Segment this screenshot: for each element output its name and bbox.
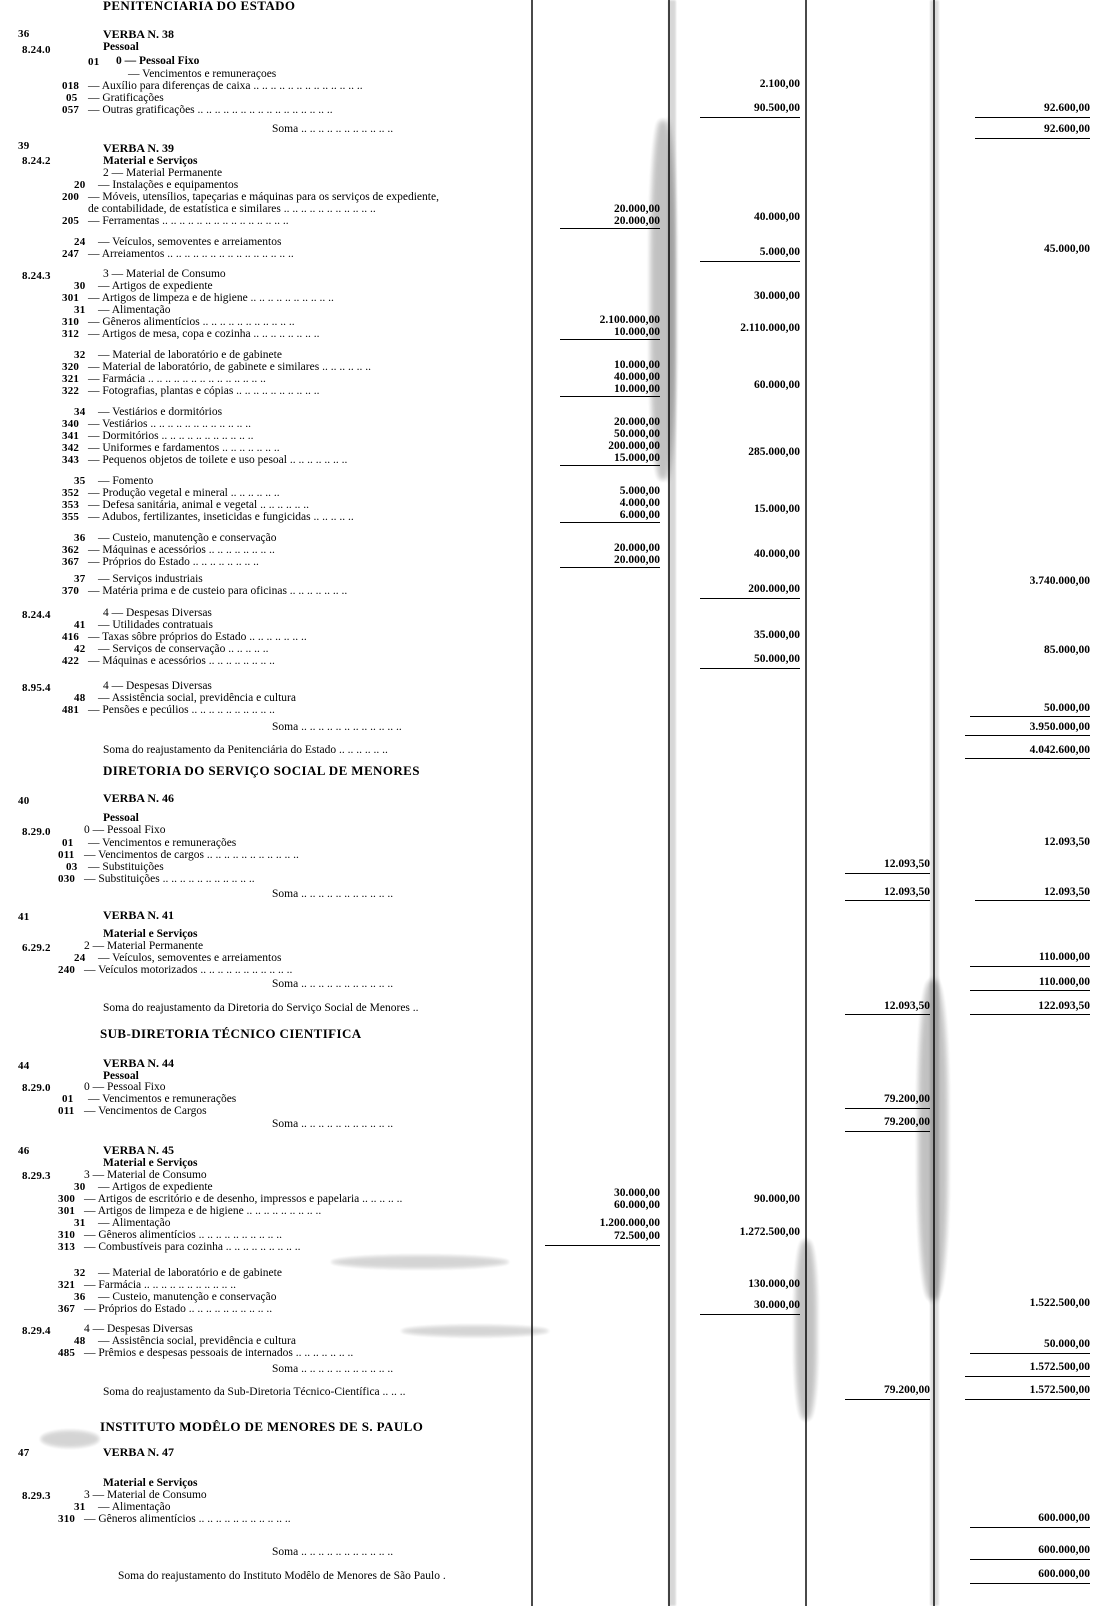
line-pessoal-fixo-3: 0 — Pessoal Fixo <box>84 1081 166 1093</box>
item-code-370: 370 <box>62 585 80 597</box>
line-material-consumo-1: 3 — Material de Consumo <box>103 268 226 280</box>
line-materia-prima: — Matéria prima e de custeio para oficinas .. .. .. .. .. .. .. <box>88 585 348 597</box>
total-rule-13 <box>970 716 1090 717</box>
item-code-322: 322 <box>62 385 80 397</box>
soma-label-7: Soma .. .. .. .. .. .. .. .. .. .. .. <box>272 1546 394 1558</box>
value-col4-1572500a: 1.572.500,00 <box>1029 1361 1090 1373</box>
verba-code-44: 44 <box>18 1060 30 1072</box>
verba-title-46: VERBA N. 46 <box>103 791 175 805</box>
soma-label-2: Soma .. .. .. .. .. .. .. .. .. .. .. .. <box>272 721 402 733</box>
item-code-36b: 36 <box>74 1291 86 1303</box>
line-mesa-copa: — Artigos de mesa, copa e cozinha .. .. .. .. .. .. .. .. <box>88 328 320 340</box>
section-title-3: SUB-DIRETORIA TÉCNICO CIENTIFICA <box>100 1026 362 1041</box>
value-col4-110000a: 110.000,00 <box>1038 951 1090 963</box>
item-code-240: 240 <box>58 964 76 976</box>
total-rule-21 <box>845 1014 930 1015</box>
value-col2-90500: 90.500,00 <box>754 102 800 114</box>
item-code-34: 34 <box>74 406 86 418</box>
scan-grain-1 <box>40 1430 100 1448</box>
total-rule-23 <box>845 1108 930 1109</box>
line-premios: — Prêmios e despesas pessoais de internados .. .. .. .. .. .. .. <box>84 1347 354 1359</box>
item-code-310c: 310 <box>58 1513 76 1525</box>
value-col1-72500: 72.500,00 <box>614 1230 660 1242</box>
verba-title-47: VERBA N. 47 <box>103 1445 175 1459</box>
item-code-48b: 48 <box>74 1335 86 1347</box>
account-code-8290b: 8.29.0 <box>22 1082 51 1094</box>
line-material-permanente-2: 2 — Material Permanente <box>84 940 204 952</box>
account-code-8293a: 8.29.3 <box>22 1170 51 1182</box>
line-vestiarios: — Vestiários .. .. .. .. .. .. .. .. .. .. .. .. <box>88 418 252 430</box>
item-code-30b: 30 <box>74 1181 86 1193</box>
account-code-8954: 8.95.4 <box>22 682 51 694</box>
scan-grain-2 <box>330 1255 510 1269</box>
item-code-30: 30 <box>74 280 86 292</box>
value-col3-79200b: 79.200,00 <box>884 1116 930 1128</box>
verba-code-36: 36 <box>18 28 30 40</box>
total-rule-25 <box>545 1245 660 1246</box>
total-rule-29 <box>845 1399 930 1400</box>
value-col4-1522500: 1.522.500,00 <box>1029 1297 1090 1309</box>
item-code-011a: 011 <box>58 849 75 861</box>
line-defesa-sanitaria: — Defesa sanitária, animal e vegetal .. .. .. .. .. .. <box>88 499 309 511</box>
item-code-301: 301 <box>62 292 80 304</box>
line-producao-vegetal: — Produção vegetal e mineral .. .. .. .. .. .. <box>88 487 280 499</box>
verba-title-41: VERBA N. 41 <box>103 908 175 922</box>
item-code-313: 313 <box>58 1241 76 1253</box>
line-custeio-1: — Custeio, manutenção e conservação <box>98 532 277 544</box>
total-rule-7 <box>560 396 660 397</box>
line-material-servicos-2: Material e Serviços <box>103 928 198 940</box>
value-col3-1209350c: 12.093,50 <box>884 1000 930 1012</box>
line-ferramentas: — Ferramentas .. .. .. .. .. .. .. .. .. .. .. .. .. .. .. <box>88 215 289 227</box>
item-code-01b: 01 <box>62 837 74 849</box>
item-code-48a: 48 <box>74 692 86 704</box>
line-dormitorios: — Dormitórios .. .. .. .. .. .. .. .. .. .. .. <box>88 430 254 442</box>
total-rule-20 <box>970 990 1090 991</box>
item-code-01: 01 <box>88 56 100 68</box>
item-code-03: 03 <box>66 861 78 873</box>
value-col1-20000b: 20.000,00 <box>614 215 660 227</box>
item-code-32: 32 <box>74 349 86 361</box>
item-code-367b: 367 <box>58 1303 76 1315</box>
value-col1-60000: 60.000,00 <box>614 1199 660 1211</box>
item-code-321a: 321 <box>62 373 80 385</box>
value-col4-1209350b: 12.093,50 <box>1044 886 1090 898</box>
item-code-057: 057 <box>62 104 80 116</box>
total-rule-3 <box>975 138 1090 139</box>
item-code-20: 20 <box>74 179 86 191</box>
item-code-481: 481 <box>62 704 80 716</box>
value-col1-10000c: 10.000,00 <box>614 383 660 395</box>
value-col2-5000: 5.000,00 <box>759 246 800 258</box>
value-col2-50000: 50.000,00 <box>754 653 800 665</box>
line-gratificacoes: — Gratificações <box>88 92 164 104</box>
item-code-416: 416 <box>62 631 80 643</box>
line-despesas-diversas-2: 4 — Despesas Diversas <box>103 680 212 692</box>
total-rule-17 <box>845 900 930 901</box>
line-moveis: — Móveis, utensílios, tapeçarias e máquinas para os serviços de expediente, <box>88 191 439 203</box>
scan-grain-3 <box>400 1325 550 1337</box>
line-lab-gabinete-1: — Material de laboratório e de gabinete <box>98 349 282 361</box>
value-col4-92600: 92.600,00 <box>1044 102 1090 114</box>
total-rule-28 <box>965 1376 1090 1377</box>
value-col3-1209350b: 12.093,50 <box>884 886 930 898</box>
line-vestiarios-dorm: — Vestiários e dormitórios <box>98 406 223 418</box>
line-vencimentos: — Vencimentos e remuneraçoes <box>128 68 277 80</box>
soma-label-4: Soma .. .. .. .. .. .. .. .. .. .. .. <box>272 978 394 990</box>
value-col4-110000b: 110.000,00 <box>1038 976 1090 988</box>
line-arreiamentos: — Arreiamentos .. .. .. .. .. .. .. .. .. .. .. .. .. .. .. <box>88 248 294 260</box>
soma-label-3: Soma .. .. .. .. .. .. .. .. .. .. .. <box>272 888 394 900</box>
line-moveis-2: de contabilidade, de estatística e similares .. .. .. .. .. .. .. .. .. .. .. <box>88 203 376 215</box>
verba-title-44: VERBA N. 44 <box>103 1056 175 1070</box>
line-taxas: — Taxas sôbre próprios do Estado .. .. .. .. .. .. .. <box>88 631 307 643</box>
account-code-8294: 8.29.4 <box>22 1325 51 1337</box>
value-col1-20000e: 20.000,00 <box>614 554 660 566</box>
value-col4-122093: 122.093,50 <box>1038 1000 1090 1012</box>
value-col1-2100000: 2.100.000,00 <box>599 314 660 326</box>
line-venc-cargos-2: — Vencimentos de Cargos <box>84 1105 207 1117</box>
value-col4-600000a: 600.000,00 <box>1038 1512 1090 1524</box>
line-farmacia-2: — Farmácia .. .. .. .. .. .. .. .. .. .. .. <box>84 1279 237 1291</box>
item-code-247: 247 <box>62 248 80 260</box>
verba-title-38: VERBA N. 38 <box>103 27 175 41</box>
section-title-4: INSTITUTO MODÊLO DE MENORES DE S. PAULO <box>100 1419 424 1434</box>
value-col3-79200c: 79.200,00 <box>884 1384 930 1396</box>
value-col1-1200000: 1.200.000,00 <box>599 1217 660 1229</box>
value-col1-20000c: 20.000,00 <box>614 416 660 428</box>
line-servicos-conservacao: — Serviços de conservação .. .. .. .. .. <box>98 643 269 655</box>
item-code-300: 300 <box>58 1193 76 1205</box>
soma-label-1: Soma .. .. .. .. .. .. .. .. .. .. .. <box>272 123 394 135</box>
item-code-312: 312 <box>62 328 80 340</box>
line-vencimentos-3: — Vencimentos e remunerações <box>88 1093 237 1105</box>
line-material-permanente-1: 2 — Material Permanente <box>103 167 223 179</box>
soma-reajustamento-3: Soma do reajustamento da Sub-Diretoria Técnico-Científica .. .. .. <box>103 1386 406 1398</box>
value-col2-2100: 2.100,00 <box>759 78 800 90</box>
total-rule-1 <box>700 117 800 118</box>
line-servicos-industriais: — Serviços industriais <box>98 573 203 585</box>
item-code-24b: 24 <box>74 952 86 964</box>
total-rule-27 <box>970 1353 1090 1354</box>
total-rule-15 <box>965 758 1090 759</box>
total-rule-30 <box>965 1399 1090 1400</box>
line-material-servicos-3: Material e Serviços <box>103 1157 198 1169</box>
item-code-205: 205 <box>62 215 80 227</box>
value-col1-50000: 50.000,00 <box>614 428 660 440</box>
item-code-320: 320 <box>62 361 80 373</box>
value-col3-79200a: 79.200,00 <box>884 1093 930 1105</box>
item-code-030: 030 <box>58 873 76 885</box>
line-lab-gabinete-2: — Material de laboratório e de gabinete <box>98 1267 282 1279</box>
soma-label-6: Soma .. .. .. .. .. .. .. .. .. .. .. <box>272 1363 394 1375</box>
item-code-32b: 32 <box>74 1267 86 1279</box>
total-rule-14 <box>965 735 1090 736</box>
verba-code-41: 41 <box>18 911 30 923</box>
total-rule-10 <box>560 567 660 568</box>
account-code-8240: 8.24.0 <box>22 44 51 56</box>
line-limpeza-higiene-1: — Artigos de limpeza e de higiene .. .. .. .. .. .. .. .. .. .. <box>88 292 334 304</box>
item-code-321b: 321 <box>58 1279 76 1291</box>
value-col1-6000: 6.000,00 <box>619 509 660 521</box>
line-generos-1: — Gêneros alimentícios .. .. .. .. .. .. .. .. .. .. .. <box>88 316 295 328</box>
item-code-310: 310 <box>62 316 80 328</box>
value-col4-soma1: 92.600,00 <box>1044 123 1090 135</box>
line-pessoal: Pessoal <box>103 41 139 53</box>
line-proprios-1: — Próprios do Estado .. .. .. .. .. .. .. .. <box>88 556 259 568</box>
item-code-353: 353 <box>62 499 80 511</box>
line-pessoal-3: Pessoal <box>103 1070 139 1082</box>
line-pessoal-fixo-2: 0 — Pessoal Fixo <box>84 824 166 836</box>
value-col2-30000: 30.000,00 <box>754 290 800 302</box>
value-col1-10000b: 10.000,00 <box>614 359 660 371</box>
value-col1-20000a: 20.000,00 <box>614 203 660 215</box>
line-assistencia-1: — Assistência social, previdência e cultura <box>98 692 296 704</box>
line-escritorio: — Artigos de escritório e de desenho, impressos e papelaria .. .. .. .. .. <box>84 1193 403 1205</box>
line-toilete: — Pequenos objetos de toilete e uso pesoal .. .. .. .. .. .. .. <box>88 454 348 466</box>
value-col4-3950000: 3.950.000,00 <box>1029 721 1090 733</box>
item-code-41: 41 <box>74 619 86 631</box>
item-code-341: 341 <box>62 430 80 442</box>
value-col4-85000: 85.000,00 <box>1044 644 1090 656</box>
value-col1-15000: 15.000,00 <box>614 452 660 464</box>
account-code-8293b: 8.29.3 <box>22 1490 51 1502</box>
verba-code-47: 47 <box>18 1447 30 1459</box>
verba-code-46: 46 <box>18 1145 30 1157</box>
item-code-342: 342 <box>62 442 80 454</box>
line-instalacoes: — Instalações e equipamentos <box>98 179 239 191</box>
verba-title-45: VERBA N. 45 <box>103 1143 175 1157</box>
section-title-2: DIRETORIA DO SERVIÇO SOCIAL DE MENORES <box>103 763 420 778</box>
value-col2-90000: 90.000,00 <box>754 1193 800 1205</box>
value-col2-200000: 200.000,00 <box>748 583 800 595</box>
value-col2-130000: 130.000,00 <box>748 1278 800 1290</box>
item-code-343: 343 <box>62 454 80 466</box>
line-custeio-2: — Custeio, manutenção e conservação <box>98 1291 277 1303</box>
value-col1-10000a: 10.000,00 <box>614 326 660 338</box>
line-uniformes: — Uniformes e fardamentos .. .. .. .. .. .. .. <box>88 442 280 454</box>
item-code-31: 31 <box>74 304 86 316</box>
line-pessoal-2: Pessoal <box>103 812 139 824</box>
line-veiculos-motorizados: — Veículos motorizados .. .. .. .. .. .. .. .. .. .. .. <box>84 964 293 976</box>
item-code-352: 352 <box>62 487 80 499</box>
total-rule-16 <box>845 873 930 874</box>
total-rule-31 <box>970 1527 1090 1528</box>
value-col4-1572500b: 1.572.500,00 <box>1029 1384 1090 1396</box>
section-title-1: PENITENCIARIA DO ESTADO <box>103 0 296 13</box>
item-code-24: 24 <box>74 236 86 248</box>
value-col2-1272500: 1.272.500,00 <box>739 1226 800 1238</box>
total-rule-4 <box>560 228 660 229</box>
line-alimentacao-2: — Alimentação <box>98 1217 171 1229</box>
line-material-servicos-4: Material e Serviços <box>103 1477 198 1489</box>
line-generos-3: — Gêneros alimentícios .. .. .. .. .. .. .. .. .. .. .. <box>84 1513 291 1525</box>
item-code-31c: 31 <box>74 1501 86 1513</box>
item-code-422: 422 <box>62 655 80 667</box>
value-col1-30000: 30.000,00 <box>614 1187 660 1199</box>
item-code-018: 018 <box>62 80 80 92</box>
value-col2-40000: 40.000,00 <box>754 211 800 223</box>
item-code-310b: 310 <box>58 1229 76 1241</box>
value-col2-60000: 60.000,00 <box>754 379 800 391</box>
total-rule-2 <box>975 117 1090 118</box>
value-col4-600000b: 600.000,00 <box>1038 1544 1090 1556</box>
soma-label-5: Soma .. .. .. .. .. .. .. .. .. .. .. <box>272 1118 394 1130</box>
item-code-362: 362 <box>62 544 80 556</box>
total-rule-22 <box>970 1014 1090 1015</box>
line-artigos-expediente-1: — Artigos de expediente <box>98 280 213 292</box>
account-code-8290a: 8.29.0 <box>22 826 51 838</box>
line-maquinas-1: — Máquinas e acessórios .. .. .. .. .. .. .. .. <box>88 544 275 556</box>
value-col2-285000: 285.000,00 <box>748 446 800 458</box>
line-despesas-diversas-3: 4 — Despesas Diversas <box>84 1323 193 1335</box>
line-utilidades: — Utilidades contratuais <box>98 619 213 631</box>
value-col4-50000a: 50.000,00 <box>1044 702 1090 714</box>
value-col4-1209350a: 12.093,50 <box>1044 836 1090 848</box>
item-code-485: 485 <box>58 1347 76 1359</box>
account-code-6292: 6.29.2 <box>22 942 51 954</box>
account-code-8243: 8.24.3 <box>22 270 51 282</box>
total-rule-18 <box>975 900 1090 901</box>
line-veiculos-1: — Veículos, semoventes e arreiamentos <box>98 236 282 248</box>
item-code-340: 340 <box>62 418 80 430</box>
line-pessoal-fixo: 0 — Pessoal Fixo <box>116 55 200 67</box>
total-rule-11 <box>700 598 800 599</box>
value-col2-30000b: 30.000,00 <box>754 1299 800 1311</box>
account-code-8242: 8.24.2 <box>22 155 51 167</box>
value-col4-4042600: 4.042.600,00 <box>1029 744 1090 756</box>
column-rule-1 <box>531 0 533 1606</box>
line-generos-2: — Gêneros alimentícios .. .. .. .. .. .. .. .. .. .. <box>84 1229 283 1241</box>
soma-reajustamento-4: Soma do reajustamento do Instituto Modêlo de Menores de São Paulo . <box>118 1570 446 1582</box>
line-despesas-diversas-1: 4 — Despesas Diversas <box>103 607 212 619</box>
item-code-301b: 301 <box>58 1205 76 1217</box>
line-material-servicos-1: Material e Serviços <box>103 155 198 167</box>
line-adubos: — Adubos, fertilizantes, inseticidas e fungicidas .. .. .. .. .. <box>88 511 354 523</box>
line-material-consumo-3: 3 — Material de Consumo <box>84 1489 207 1501</box>
value-col1-4000: 4.000,00 <box>619 497 660 509</box>
total-rule-33 <box>970 1583 1090 1584</box>
line-outras-gratificacoes: — Outras gratificações .. .. .. .. .. .. .. .. .. .. .. .. .. .. .. .. <box>88 104 333 116</box>
line-substituicoes: — Substituições .. .. .. .. .. .. .. .. .. .. .. <box>84 873 255 885</box>
item-code-01c: 01 <box>62 1093 74 1105</box>
value-col4-50000b: 50.000,00 <box>1044 1338 1090 1350</box>
value-col4-600000c: 600.000,00 <box>1038 1568 1090 1580</box>
item-code-35: 35 <box>74 475 86 487</box>
value-col1-5000: 5.000,00 <box>619 485 660 497</box>
line-combustiveis: — Combustíveis para cozinha .. .. .. .. .. .. .. .. .. <box>84 1241 301 1253</box>
item-code-05: 05 <box>66 92 78 104</box>
account-code-8244: 8.24.4 <box>22 609 51 621</box>
line-assistencia-2: — Assistência social, previdência e cultura <box>98 1335 296 1347</box>
line-pensoes: — Pensões e pecúlios .. .. .. .. .. .. .. .. .. .. <box>88 704 275 716</box>
item-code-37: 37 <box>74 573 86 585</box>
line-material-lab: — Material de laboratório, de gabinete e similares .. .. .. .. .. .. <box>88 361 371 373</box>
value-col2-15000: 15.000,00 <box>754 503 800 515</box>
line-fotografias: — Fotografias, plantas e cópias .. .. .. .. .. .. .. .. .. .. <box>88 385 320 397</box>
item-code-36: 36 <box>74 532 86 544</box>
line-farmacia-1: — Farmácia .. .. .. .. .. .. .. .. .. .. .. .. .. .. <box>88 373 266 385</box>
line-maquinas-2: — Máquinas e acessórios .. .. .. .. .. .. .. .. <box>88 655 275 667</box>
line-alimentacao-1: — Alimentação <box>98 304 171 316</box>
value-col3-1209350a: 12.093,50 <box>884 858 930 870</box>
total-rule-8 <box>560 465 660 466</box>
line-auxilio-caixa: — Auxílio para diferenças de caixa .. .. .. .. .. .. .. .. .. .. .. .. .. <box>88 80 363 92</box>
line-substituicoes-head: — Substituições <box>88 861 164 873</box>
value-col2-40000b: 40.000,00 <box>754 548 800 560</box>
line-venc-cargos-1: — Vencimentos de cargos .. .. .. .. .. .. .. .. .. .. .. <box>84 849 299 861</box>
total-rule-24 <box>845 1131 930 1132</box>
soma-reajustamento-2: Soma do reajustamento da Diretoria do Serviço Social de Menores .. <box>103 1002 419 1014</box>
soma-reajustamento-1: Soma do reajustamento da Penitenciária do Estado .. .. .. .. .. .. <box>103 744 388 756</box>
verba-code-40: 40 <box>18 795 30 807</box>
item-code-31b: 31 <box>74 1217 86 1229</box>
value-col2-2110000: 2.110.000,00 <box>740 322 800 334</box>
total-rule-9 <box>560 522 660 523</box>
line-material-consumo-2: 3 — Material de Consumo <box>84 1169 207 1181</box>
line-limpeza-higiene-2: — Artigos de limpeza e de higiene .. .. .. .. .. .. .. .. .. <box>84 1205 322 1217</box>
line-alimentacao-3: — Alimentação <box>98 1501 171 1513</box>
line-veiculos-2: — Veículos, semoventes e arreiamentos <box>98 952 282 964</box>
item-code-200: 200 <box>62 191 80 203</box>
total-rule-6 <box>560 339 660 340</box>
verba-code-39: 39 <box>18 140 30 152</box>
total-rule-19 <box>970 966 1090 967</box>
value-col4-3740000: 3.740.000,00 <box>1029 575 1090 587</box>
item-code-42: 42 <box>74 643 86 655</box>
scan-artifact-b <box>918 980 948 1300</box>
total-rule-5 <box>700 261 800 262</box>
value-col1-200000: 200.000,00 <box>608 440 660 452</box>
line-artigos-expediente-2: — Artigos de expediente <box>98 1181 213 1193</box>
line-proprios-2: — Próprios do Estado .. .. .. .. .. .. .. .. .. .. <box>84 1303 273 1315</box>
value-col2-35000: 35.000,00 <box>754 629 800 641</box>
verba-title-39: VERBA N. 39 <box>103 141 175 155</box>
item-code-011b: 011 <box>58 1105 75 1117</box>
total-rule-26 <box>700 1314 800 1315</box>
value-col4-45000: 45.000,00 <box>1044 243 1090 255</box>
item-code-355: 355 <box>62 511 80 523</box>
total-rule-32 <box>970 1559 1090 1560</box>
item-code-367a: 367 <box>62 556 80 568</box>
value-col1-20000d: 20.000,00 <box>614 542 660 554</box>
value-col1-40000: 40.000,00 <box>614 371 660 383</box>
line-fomento: — Fomento <box>98 475 154 487</box>
line-vencimentos-2: — Vencimentos e remunerações <box>88 837 237 849</box>
total-rule-12 <box>700 668 800 669</box>
